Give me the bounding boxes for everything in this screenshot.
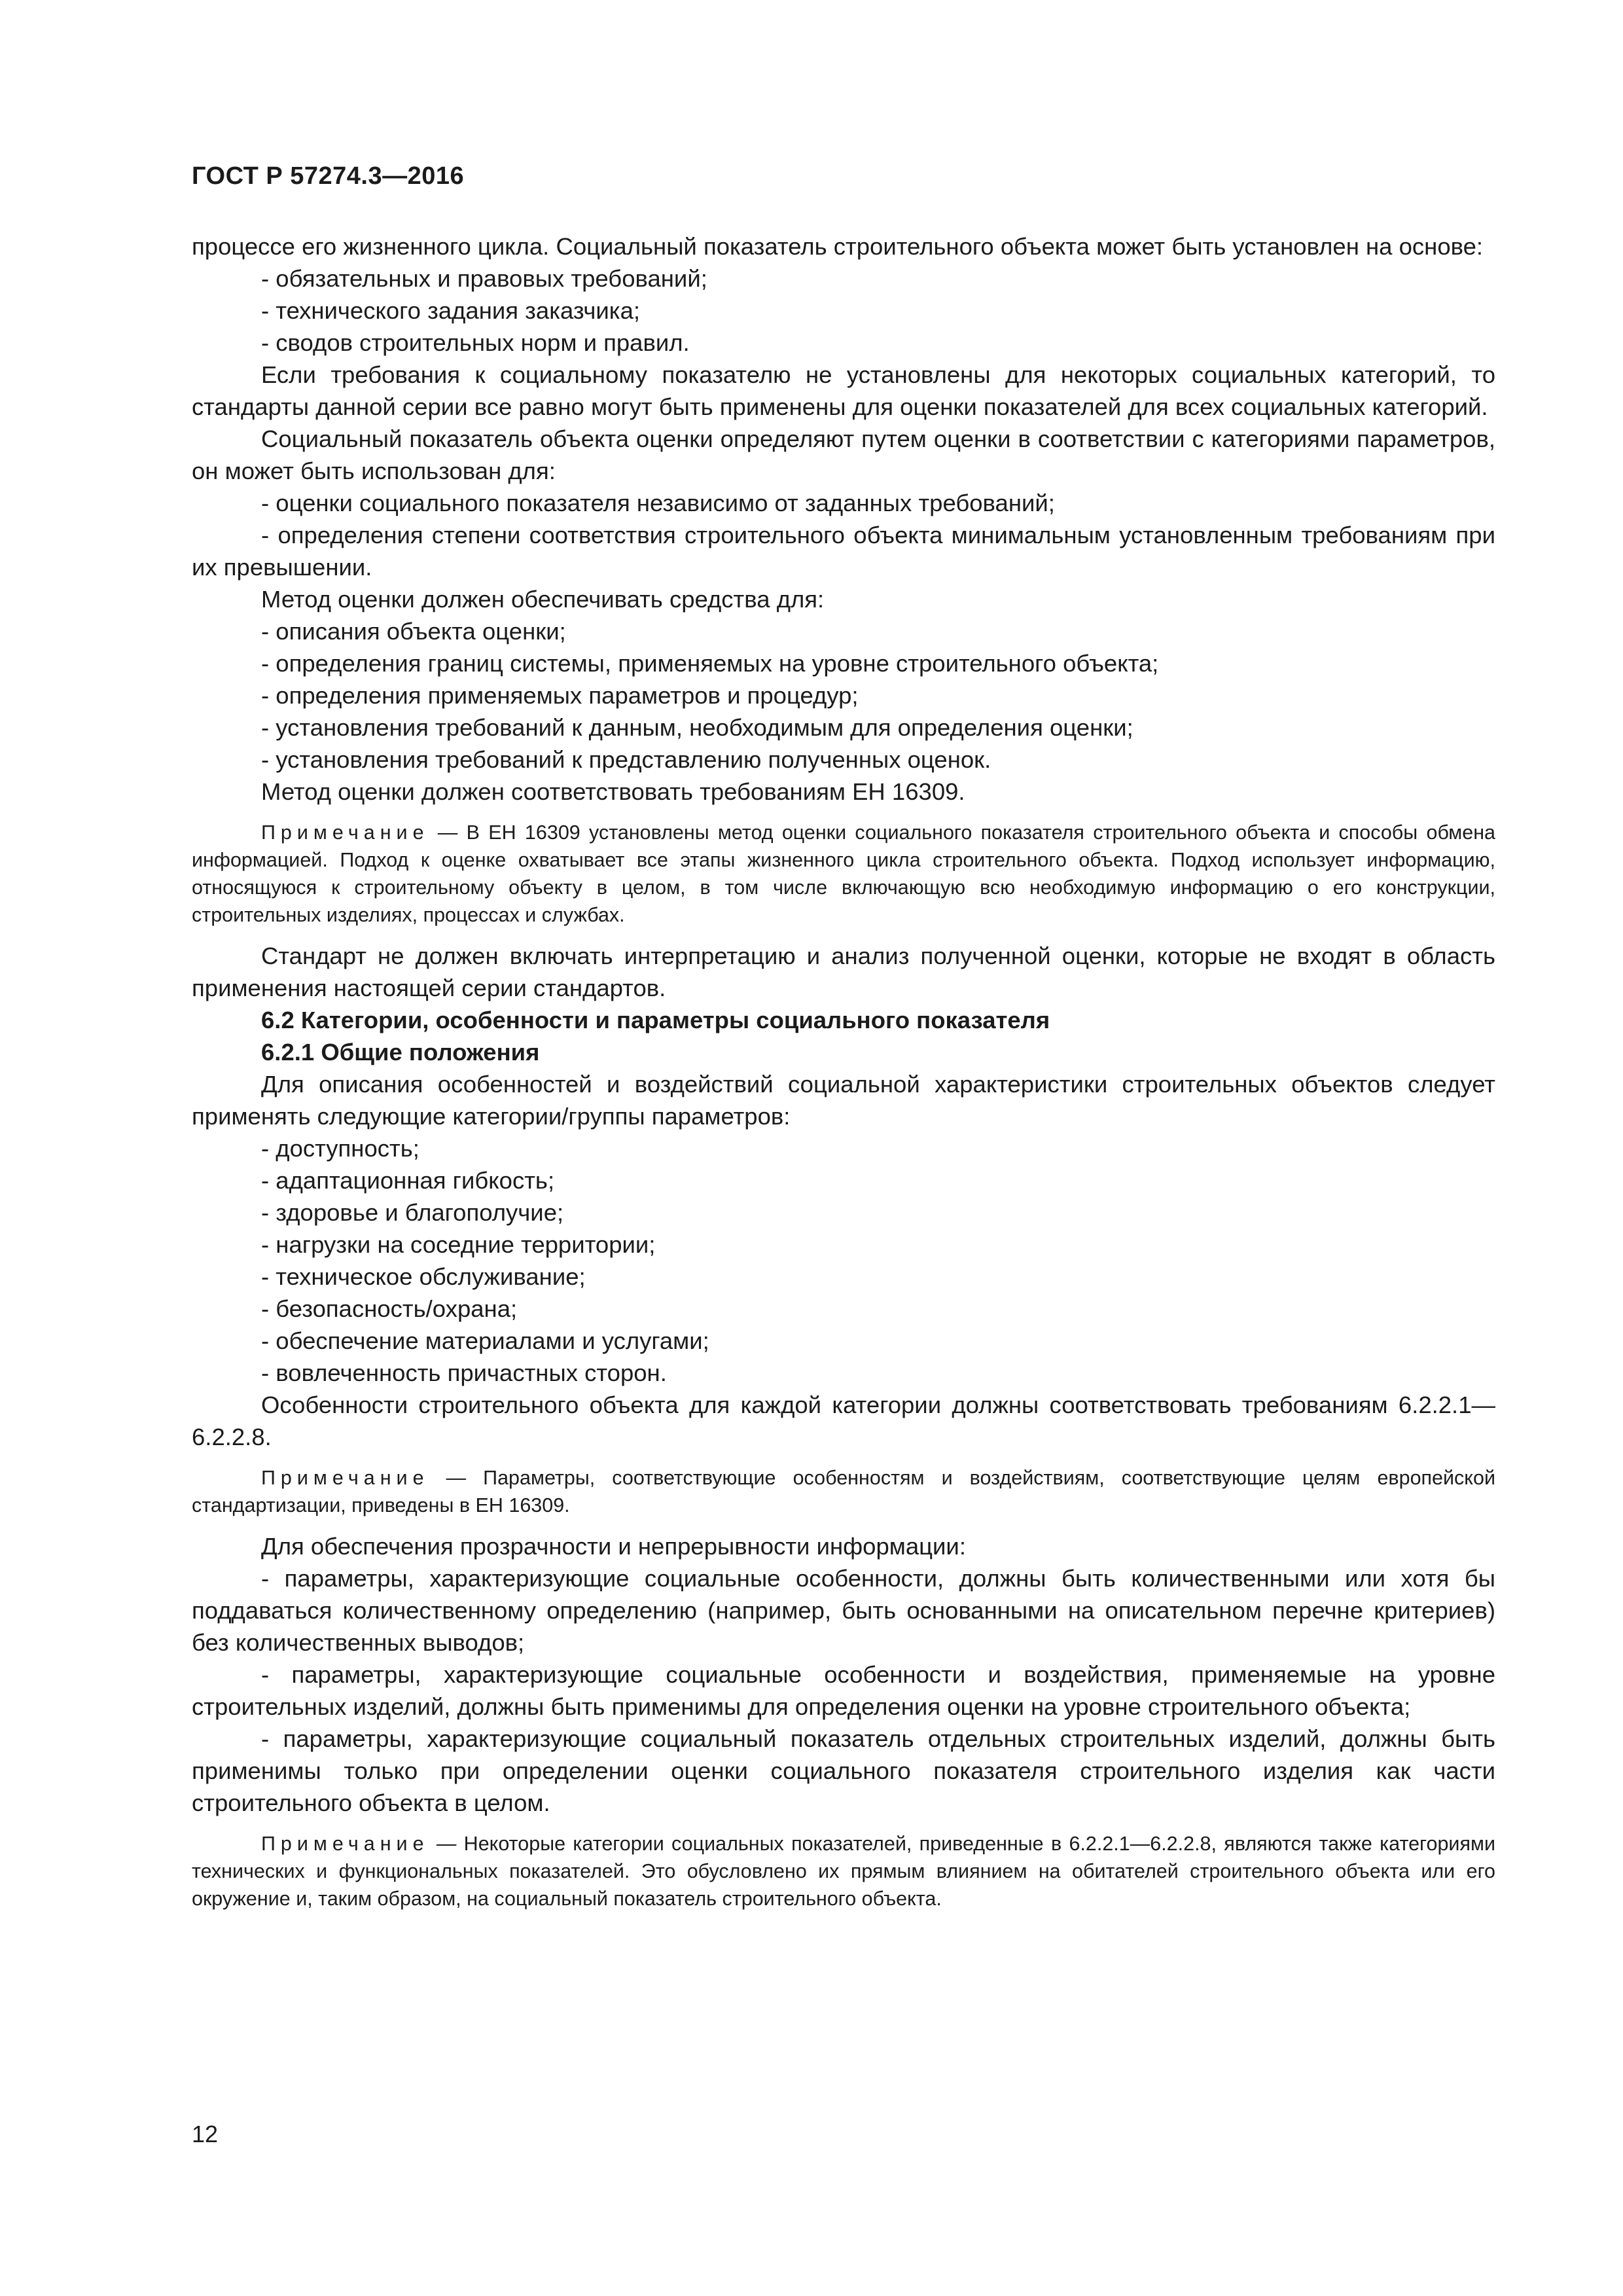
subsection-heading: 6.2.1 Общие положения bbox=[261, 1039, 540, 1066]
paragraph: процессе его жизненного цикла. Социальный показатель строительного объекта может быть установлен на основе: bbox=[192, 233, 1484, 260]
list-item: - обеспечение материалами и услугами; bbox=[261, 1327, 709, 1354]
list-item: - вовлеченность причастных сторон. bbox=[261, 1359, 667, 1386]
list-item: - доступность; bbox=[261, 1135, 419, 1162]
paragraph: Метод оценки должен обеспечивать средства для: bbox=[261, 586, 825, 613]
paragraph: Стандарт не должен включать интерпретацию и анализ полученной оценки, которые не входят в область применения настоящей серии стандартов. bbox=[192, 942, 1495, 1001]
list-item: - параметры, характеризующие социальные особенности, должны быть количественными или хотя бы поддаваться количественному определению (например, быть основанными на описательном перечне критериев) без количественных выводов; bbox=[192, 1565, 1495, 1656]
paragraph: Для описания особенностей и воздействий социальной характеристики строительных объектов следует применять следующие категории/группы параметров: bbox=[192, 1071, 1495, 1130]
paragraph: Если требования к социальному показателю не установлены для некоторых социальных категорий, то стандарты данной серии все равно могут быть применены для оценки показателей для всех социальных категорий. bbox=[192, 361, 1495, 420]
paragraph: Метод оценки должен соответствовать требованиям ЕН 16309. bbox=[261, 778, 965, 805]
note bbox=[192, 1830, 1495, 1912]
note-text: — В ЕН 16309 установлены метод оценки социального показателя строительного объекта и способы обмена информацией. Подход к оценке охватывает все этапы жизненного цикла строительного объекта. Подход использует информацию, относящуюся к строительному объекту в целом, в том числе включающую всю необходимую информацию о его конструкции, строительных изделиях, процессах и службах. bbox=[192, 821, 1495, 926]
note-label: Примечание bbox=[261, 1833, 429, 1855]
note-label: Примечание bbox=[261, 821, 429, 844]
list-item: - оценки социального показателя независимо от заданных требований; bbox=[261, 490, 1055, 516]
list-item: - здоровье и благополучие; bbox=[261, 1199, 564, 1226]
note-text: — Некоторые категории социальных показателей, приведенные в 6.2.2.1—6.2.2.8, являются также категориями технических и функциональных показателей. Это обусловлено их прямым влиянием на обитателей строительного объекта или его окружение и, таким образом, на социальный показатель строительного объекта. bbox=[192, 1833, 1495, 1910]
note-text: — Параметры, соответствующие особенностям и воздействиям, соответствующие целям европейской стандартизации, приведены в ЕН 16309. bbox=[192, 1467, 1495, 1516]
list-item: - параметры, характеризующие социальный показатель отдельных строительных изделий, должны быть применимы только при определении оценки социального показателя строительного изделия как части строительного объекта в целом. bbox=[192, 1725, 1495, 1816]
list-item: - адаптационная гибкость; bbox=[261, 1167, 555, 1194]
list-item: - установления требований к данным, необходимым для определения оценки; bbox=[261, 714, 1133, 741]
list-item: - определения степени соответствия строительного объекта минимальным установленным требованиям при их превышении. bbox=[192, 522, 1495, 581]
note-label: Примечание bbox=[261, 1467, 429, 1489]
section-heading: 6.2 Категории, особенности и параметры социального показателя bbox=[261, 1007, 1050, 1033]
paragraph: Социальный показатель объекта оценки определяют путем оценки в соответствии с категориями параметров, он может быть использован для: bbox=[192, 425, 1495, 484]
list-item: - определения границ системы, применяемых на уровне строительного объекта; bbox=[261, 650, 1159, 677]
list-item: - установления требований к представлению полученных оценок. bbox=[261, 746, 991, 773]
list-item: - сводов строительных норм и правил. bbox=[261, 329, 690, 356]
list-item: - техническое обслуживание; bbox=[261, 1263, 586, 1290]
list-item: - параметры, характеризующие социальные особенности и воздействия, применяемые на уровне строительных изделий, должны быть применимы для определения оценки на уровне строительного объекта; bbox=[192, 1661, 1495, 1720]
note bbox=[192, 1464, 1495, 1519]
list-item: - технического задания заказчика; bbox=[261, 297, 641, 324]
document-code-header: ГОСТ Р 57274.3—2016 bbox=[192, 162, 465, 190]
list-item: - обязательных и правовых требований; bbox=[261, 265, 707, 292]
paragraph: Для обеспечения прозрачности и непрерывности информации: bbox=[261, 1533, 966, 1560]
page-number: 12 bbox=[192, 2121, 219, 2147]
list-item: - определения применяемых параметров и процедур; bbox=[261, 682, 859, 709]
paragraph: Особенности строительного объекта для каждой категории должны соответствовать требованиям 6.2.2.1—6.2.2.8. bbox=[192, 1391, 1495, 1450]
list-item: - описания объекта оценки; bbox=[261, 618, 566, 645]
page-content bbox=[192, 230, 1495, 1912]
note bbox=[192, 819, 1495, 929]
list-item: - безопасность/охрана; bbox=[261, 1295, 518, 1322]
list-item: - нагрузки на соседние территории; bbox=[261, 1231, 656, 1258]
